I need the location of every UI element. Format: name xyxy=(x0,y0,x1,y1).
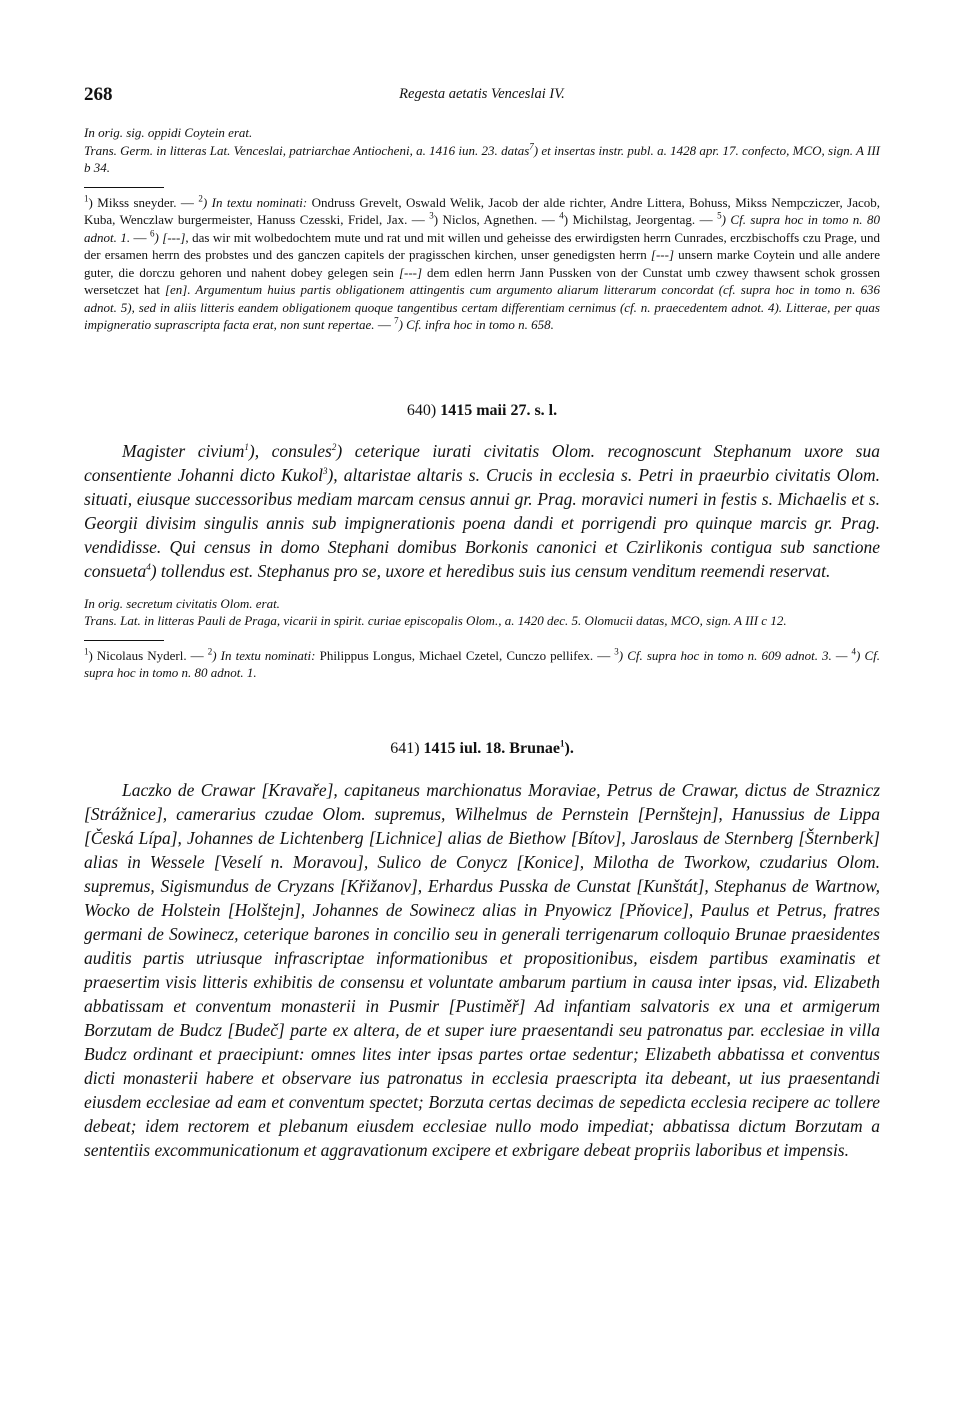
running-title: Regesta aetatis Venceslai IV. xyxy=(399,86,565,102)
page xyxy=(84,84,880,1162)
entry-640-regest: Magister civium$^1$), consules$^2$) ceterique iurati civitatis Olom. recognoscunt Stephanum uxore sua consentiente Johanni dicto Kukol$^3$), altaristae altaris s. Crucis in ecclesia s. Petri in praeurbio civitatis Olom. situati, eiusque successoribus mediam marcam census annui gr. Prag. moravici numeri in festis s. Michaelis et s. Georgii divisim singulis annis sub impignerationis poena dandi et porrigendi pro quinque marcis gr. Prag. vendidisse. Qui census in domo Stephani domibus Borkonis canonici et Czirlikonis contigua sub sanctione consueta$^4$) tollendus est. Stephanus pro se, uxore et heredibus suis ius censum venditum reemendi reservat. xyxy=(84,440,881,581)
page-number: 268 xyxy=(84,84,113,105)
entry-640-seal-note: In orig. secretum civitatis Olom. erat. xyxy=(84,595,280,611)
running-head xyxy=(84,84,880,110)
entry-641-regest: Laczko de Crawar [Kravaře], capitaneus marchionatus Moraviae, Petrus de Crawar, dictus de Straznicz [Strážnice], camerarius czudae Olom. supremus, Wilhelmus de Pernstein [Pernštejn], Hanussius de Lippa [Česká Lípa], Johannes de Lichtenberg [Lichnice] alias de Biethow [Bítov], Jaroslaus de Sternberg [Šternberk] alias in Wessele [Veselí n. Moravou], Sulico de Conycz [Konice], Milotha de Tworkow, czudarius Olom. supremus, Sigismundus de Cryzans [Křižanov], Erhardus Pusska de Cunstat [Kunštát], Stephanus de Wartnow, Wocko de Holstein [Holštejn], Johannes de Sowinecz alias in Pnyowicz [Pňovice], Paulus et Petrus, fratres germani de Sowinecz, ceterique barones in concilio seu in generali terrigenarum colloquio Brunae praesidentes auditis partis utriusque infrascriptae informationibus et propositionibus, eisdem partibus examinatis et praesertim visis litteris exhibitis de consensu et voluntate ambarum partium in causa inter ipsas, vid. Elizabeth abbatissam et conventum monasterii in Pusmir [Pustiměř] Ad infantiam salvatoris ex una et armigerum Borzutam de Budcz [Budeč] parte ex altera, de et super iure praesentandi seu patronatus par. ecclesiae in villa Budcz ordinant et praecipiunt: omnes lites inter ipsas partes ortae sedentur; Elizabeth abbatissa et conventus dicti monasterii habere et observare ius patronatus in ecclesia praescripta ita debeant, ut ius praesentandi eiusdem ecclesiae ad eam et conventum spectet; Borzuta certas decimas de sepedicta ecclesia recipere ac tollere debeat; idem rectorem et plebanum eiusdem ecclesiae nullo modo impediat; abbatissa dictum Borzutam a sententiis excommunicationum et aggravationum excipere et exbrigare debeat propriis laboribus et impensis. xyxy=(84,779,880,1160)
entry-640-transmission-note: Trans. Lat. in litteras Pauli de Praga, vicarii in spirit. curiae episcopalis Olom., a. 1420 dec. 5. Olomucii datas, MCO, sign. A III c 12. xyxy=(84,613,787,628)
seal-note: In orig. sig. oppidi Coytein erat. xyxy=(84,125,253,140)
footnotes-entry-640: $^1$) Nicolaus Nyderl. — $^2$) In textu nominati: Philippus Longus, Michael Czetel, Cunczo pellifex. — $^3$) Cf. supra hoc in tomo n. 609 adnot. 3. — $^4$) Cf. supra hoc in tomo n. 80 adnot. 1. xyxy=(84,646,880,680)
footnotes-prev-entry: $^1$) Mikss sneyder. — $^2$) In textu nominati: Ondruss Grevelt, Oswald Welik, Jacob der alde richter, Andre Littera, Bohuss, Mikss Nempcziczer, Jacob, Kuba, Wenczlaw burgermeister, Hanuss Czesski, Fridel, Jax. — $^3$) Niclos, Agnethen. — $^4$) Michilstag, Jeorgentag. — $^5$) Cf. supra hoc in tomo n. 80 adnot. 1. — $^6$) [---], das wir mit wolbedochtem mute und rat und mit willen und geheisse des erwirdigsten herrn Cunrades, erczbischoffs czu Prage, und der ersamen herrn des probstes und des ganczen capitels der pragisschen kirchen, unser genedigsten herrn [---] unsern marke Coytein und alle andere guter, die dorczu gehoren und nahent dobey gelegen sein [---] dem edlen herrn Jann Pussken von der Cunstat umb czwey thawsent schok grossen wersetczet hat [en]. Argumentum huius partis obligationem attingentis cum argumento aliarum litterarum concordat (cf. supra hoc in tomo n. 636 adnot. 5), sed in aliis litteris eandem obligationem quoque tangentibus certam differentiam cernimus (cf. n. praecedentem adnot. 4). Litterae, per quas impigneratio suprascripta facta erat, non sunt repertae. — $^7$) Cf. infra hoc in tomo n. 658. xyxy=(84,193,881,332)
entry-640-heading: 640) 1415 maii 27. s. l. xyxy=(406,401,558,419)
entry-641-heading: 641) 1415 iul. 18. Brunae$^1$). xyxy=(390,738,574,757)
footnote-rule xyxy=(84,187,164,188)
transmission-note: Trans. Germ. in litteras Lat. Venceslai, patriarchae Antiocheni, a. 1416 iun. 23. datas$^7$) et insertas instr. publ. a. 1428 apr. 17. confecto, MCO, sign. A III b 34. xyxy=(84,141,880,175)
footnote-rule xyxy=(84,640,164,641)
